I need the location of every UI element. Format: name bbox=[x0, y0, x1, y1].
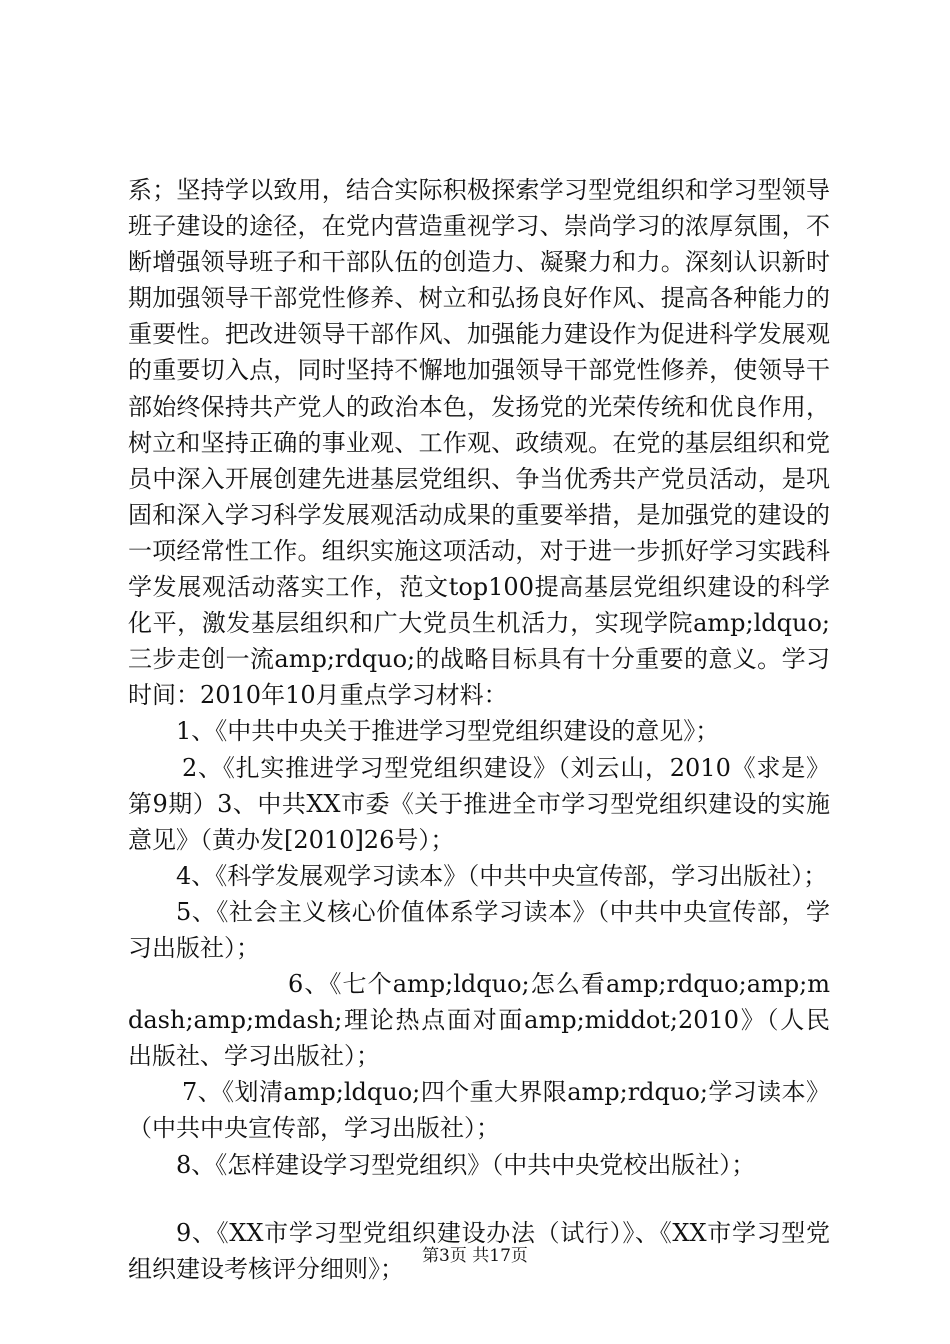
list-item: 6、《七个amp;ldquo;怎么看amp;rdquo;amp;mdash;amp;mdash;理论热点面对面amp;middot;2010》（人民出版社、学习出版社）； bbox=[128, 970, 830, 1071]
list-item: 1、《中共中央关于推进学习型党组织建设的意见》； bbox=[176, 717, 720, 746]
paragraph-spacer bbox=[128, 1183, 830, 1215]
page-footer bbox=[0, 1241, 950, 1266]
list-item: 9、《XX市学习型党组织建设办法（试行）》、《XX市学习型党组织建设考核评分细则》； bbox=[128, 1218, 830, 1283]
list-item: 4、《科学发展观学习读本》（中共中央宣传部，学习出版社）； bbox=[176, 861, 828, 890]
list-item: 5、《社会主义核心价值体系学习读本》（中共中央宣传部，学习出版社）； bbox=[128, 897, 830, 962]
list-item: 8、《怎样建设学习型党组织》（中共中央党校出版社）； bbox=[176, 1150, 756, 1179]
main-paragraph: 系；坚持学以致用，结合实际积极探索学习型党组织和学习型领导班子建设的途径，在党内营造重视学习、崇尚学习的浓厚氛围，不断增强领导班子和干部队伍的创造力、凝聚力和力。深刻认识新时期加强领导干部党性修养、树立和弘扬良好作风、提高各种能力的重要性。把改进领导干部作风、加强能力建设作为促进科学发展观的重要切入点，同时坚持不懈地加强领导干部党性修养，使领导干部始终保持共产党人的政治本色，发扬党的光荣传统和优良作用，树立和坚持正确的事业观、工作观、政绩观。在党的基层组织和党员中深入开展创建先进基层党组织、争当优秀共产党员活动，是巩固和深入学习科学发展观活动成果的重要举措，是加强党的建设的一项经常性工作。组织实施这项活动，对于进一步抓好学习实践科学发展观活动落实工作，范文top100提高基层党组织建设的科学化平，激发基层组织和广大党员生机活力，实现学院amp;ldquo;三步走创一流amp;rdquo;的战略目标具有十分重要的意义。学习时间：2010年10月重点学习材料： bbox=[128, 176, 830, 710]
page-number: 第3页 共17页 bbox=[422, 1246, 528, 1266]
document-body bbox=[128, 172, 830, 1287]
list-item: 2、《扎实推进学习型党组织建设》（刘云山，2010《求是》第9期）3、中共XX市委《关于推进全市学习型党组织建设的实施意见》（黄办发[2010]26号）； bbox=[128, 753, 830, 854]
list-item: 7、《划清amp;ldquo;四个重大界限amp;rdquo;学习读本》（中共中央宣传部，学习出版社）； bbox=[128, 1078, 830, 1143]
